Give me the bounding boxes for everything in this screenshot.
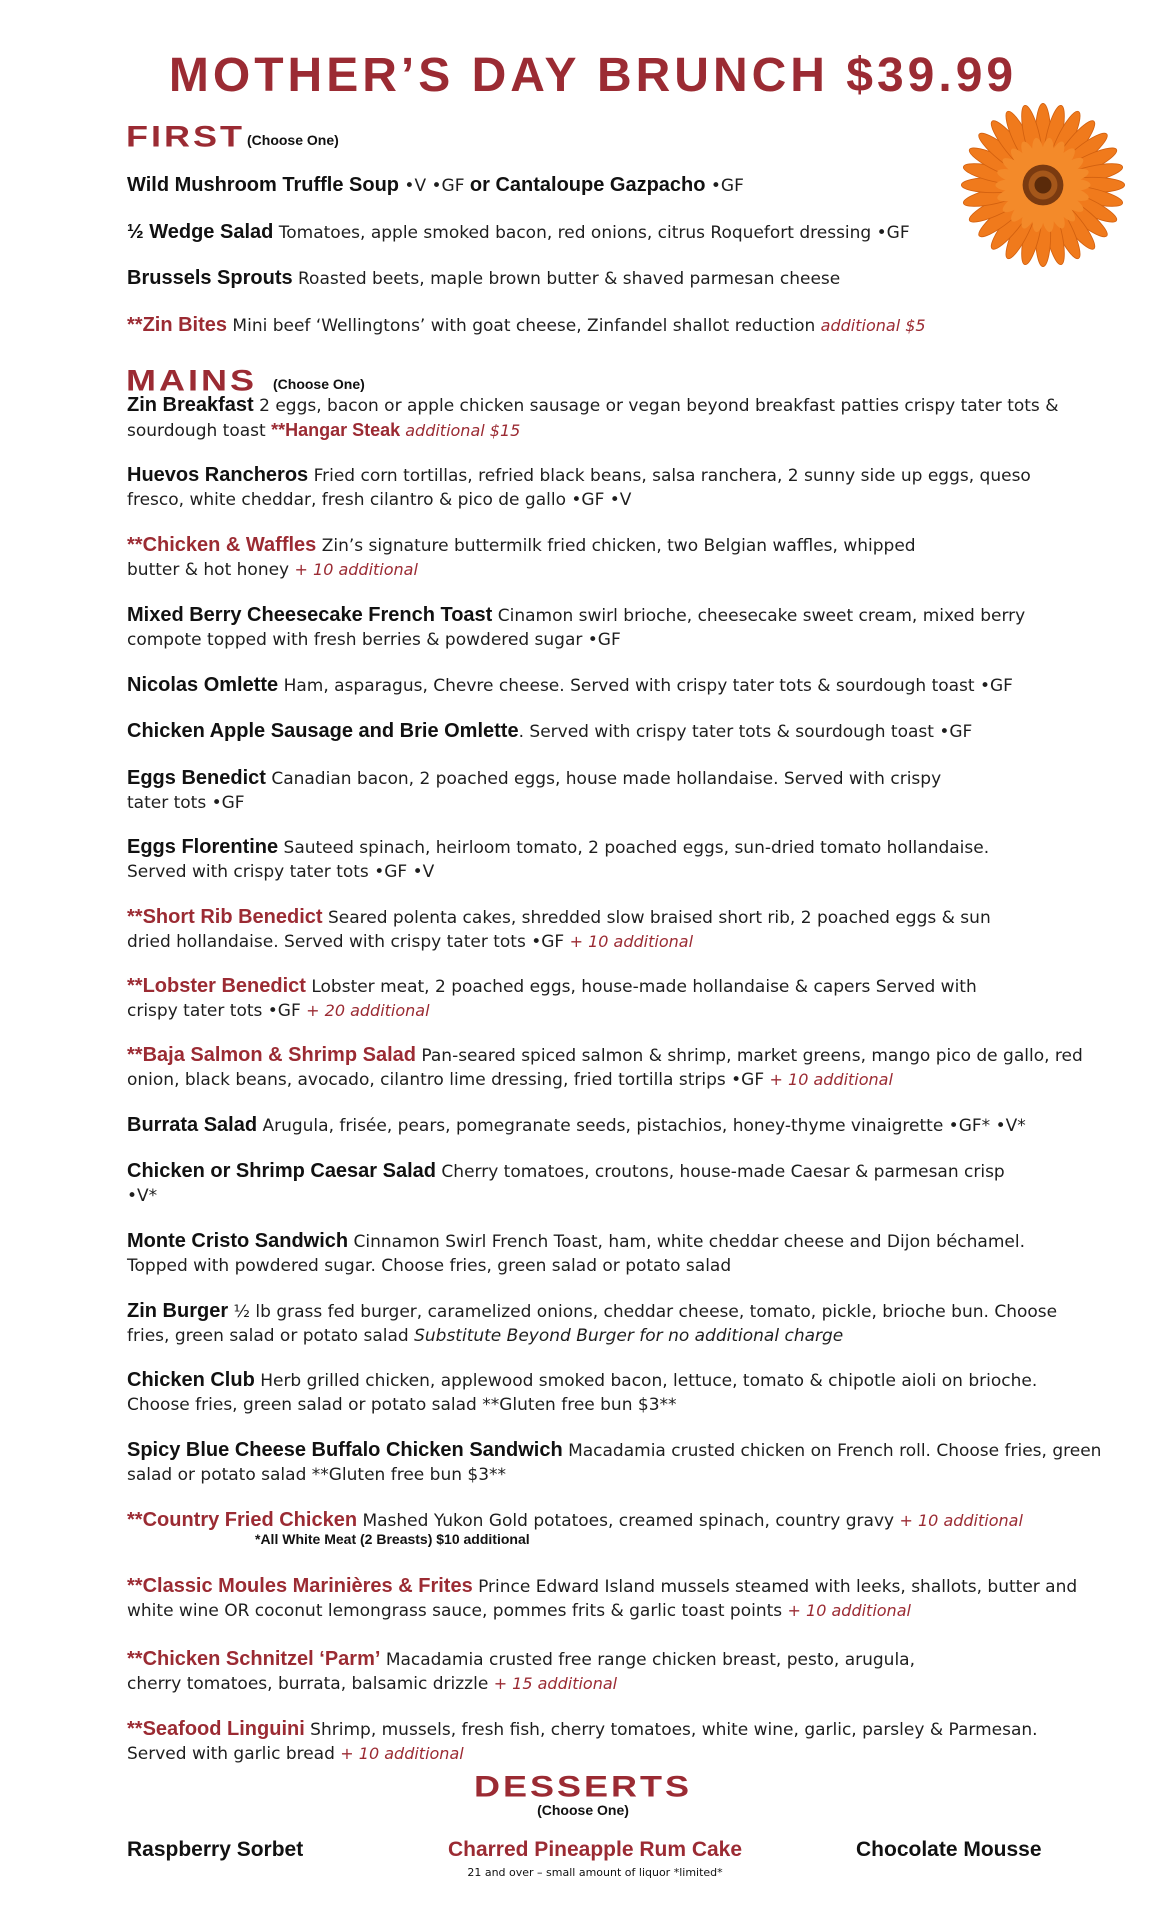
menu-item [127,766,977,815]
item-name: Chicken or Shrimp Caesar Salad [127,1160,437,1182]
item-desc: Lobster meat, 2 poached eggs, house-made hollandaise & capers Served with crispy tater tots •GF [127,977,977,1021]
item-desc: Ham, asparagus, Chevre cheese. Served with crispy tater tots & sourdough toast •GF [278,676,1013,696]
item-desc: Macadamia crusted chicken on French roll. Choose fries, green salad or potato salad **Gluten free bun $3** [127,1441,1102,1485]
menu-item [127,463,1087,512]
item-name: Wild Mushroom Truffle Soup [127,174,400,196]
item-desc: Cherry tomatoes, croutons, house-made Caesar & parmesan crisp •V* [127,1162,1005,1206]
item-upcharge: + 20 additional [306,1001,430,1020]
item-desc: Seared polenta cakes, shredded slow braised short rib, 2 poached eggs & sun dried hollandaise. Served with crispy tater tots •GF [127,908,991,952]
item-name: Mixed Berry Cheesecake French Toast [127,604,493,626]
dessert-sub-note: 21 and over – small amount of liquor *limited* [467,1866,723,1879]
dessert-item: Charred Pineapple Rum Cake [447,1838,743,1861]
desserts-section-title: DESSERTS [473,1769,693,1804]
item-desc: Macadamia crusted free range chicken breast, pesto, arugula, cherry tomatoes, burrata, balsamic drizzle [127,1650,915,1694]
item-name: **Seafood Linguini [127,1718,305,1740]
mains-section-header [126,356,365,398]
item-desc: Pan-seared spiced salmon & shrimp, market greens, mango pico de gallo, red onion, black beans, avocado, cilantro lime dressing, fried tortilla strips •GF [127,1046,1083,1090]
item-desc: Mini beef ‘Wellingtons’ with goat cheese, Zinfandel shallot reduction [227,316,821,336]
item-upcharge: + 10 additional [769,1070,893,1089]
item-upcharge: additional $5 [820,316,926,335]
menu-item [127,266,1087,291]
item-desc: ½ lb grass fed burger, caramelized onions, cheddar cheese, tomato, pickle, brioche bun. Choose fries, green salad or potato salad [127,1302,1058,1346]
item-desc: Sauteed spinach, heirloom tomato, 2 poached eggs, sun-dried tomato hollandaise. Served with crispy tater tots •GF •V [127,838,990,882]
menu-item [127,1043,1107,1092]
first-section-title: FIRST [126,119,245,154]
menu-item [127,974,1007,1023]
menu-item [127,1717,1087,1766]
item-desc: Shrimp, mussels, fresh fish, cherry tomatoes, white wine, garlic, parsley & Parmesan. Served with garlic bread [127,1720,1038,1764]
item-name: **Chicken Schnitzel ‘Parm’ [127,1648,381,1670]
item-desc: 2 eggs, bacon or apple chicken sausage or vegan beyond breakfast patties crispy tater tots & sourdough toast [127,396,1059,441]
item-desc: Arugula, frisée, pears, pomegranate seeds, pistachios, honey-thyme vinaigrette •GF* •V* [257,1116,1026,1136]
item-name: ½ Wedge Salad [127,221,274,243]
menu-item [127,173,1087,198]
item-name: Chicken Apple Sausage and Brie Omlette [127,720,519,742]
item-upcharge: + 10 additional [340,1744,464,1763]
item-name: **Zin Bites [127,314,228,336]
item-upcharge: + 10 additional [899,1511,1023,1530]
item-substitute-note: Substitute Beyond Burger for no additional charge [414,1326,844,1346]
item-desc: Herb grilled chicken, applewood smoked bacon, lettuce, tomato & chipotle aioli on brioche. Choose fries, green salad or potato salad **Gluten free bun $3** [127,1371,1038,1415]
item-name: Spicy Blue Cheese Buffalo Chicken Sandwich [127,1439,563,1461]
menu-item [127,1438,1117,1487]
menu-item [127,1299,1087,1348]
item-name: **Classic Moules Marinières & Frites [127,1575,473,1597]
item-name: **Short Rib Benedict [127,906,323,928]
item-name-alt: or Cantaloupe Gazpacho [469,174,706,196]
item-name: **Country Fried Chicken [127,1509,358,1531]
item-desc: Prince Edward Island mussels steamed with leeks, shallots, butter and white wine OR coconut lemongrass sauce, pommes frits & garlic toast points [127,1577,1078,1621]
item-name: **Chicken & Waffles [127,534,317,556]
item-name: Burrata Salad [127,1114,258,1136]
item-name: Brussels Sprouts [127,267,293,289]
menu-item [127,393,1087,443]
item-dietary: •V •GF [399,176,470,196]
item-name: Monte Cristo Sandwich [127,1230,349,1252]
item-name: **Baja Salmon & Shrimp Salad [127,1044,416,1066]
menu-title: MOTHER’S DAY BRUNCH $39.99 [168,49,1018,102]
item-name: Eggs Florentine [127,836,279,858]
dessert-item: Chocolate Mousse [856,1838,1042,1861]
item-upcharge: + 10 additional [787,1601,911,1620]
item-desc: Roasted beets, maple brown butter & shaved parmesan cheese [292,269,841,289]
item-desc: Zin’s signature buttermilk fried chicken, two Belgian waffles, whipped butter & hot honey [127,536,916,580]
item-name: Huevos Rancheros [127,464,309,486]
menu-item [127,1159,1007,1208]
item-name: Eggs Benedict [127,767,266,789]
menu-item [127,1113,1087,1138]
item-desc: . Served with crispy tater tots & sourdough toast •GF [518,722,973,742]
item-name: Zin Breakfast [127,394,254,416]
first-section-header [126,112,339,154]
item-desc: Tomatoes, apple smoked bacon, red onions, citrus Roquefort dressing •GF [273,223,910,243]
item-desc: Cinnamon Swirl French Toast, ham, white cheddar cheese and Dijon béchamel. Topped with powdered sugar. Choose fries, green salad or potato salad [127,1232,1025,1276]
menu-item [127,220,1087,245]
menu-item [127,719,1087,744]
item-dietary-alt: •GF [705,176,744,196]
menu-item [127,905,1027,954]
menu-item [127,1368,1087,1417]
item-desc: Cinamon swirl brioche, cheesecake sweet cream, mixed berry compote topped with fresh berries & powdered sugar •GF [127,606,1026,650]
mains-section-note: (Choose One) [273,376,365,392]
item-desc: Canadian bacon, 2 poached eggs, house made hollandaise. Served with crispy tater tots •GF [127,769,942,813]
menu-item [127,1574,1117,1623]
item-name: Chicken Club [127,1369,255,1391]
item-desc: Mashed Yukon Gold potatoes, creamed spinach, country gravy [357,1511,900,1531]
desserts-section-note: (Choose One) [537,1802,629,1818]
item-desc: Fried corn tortillas, refried black beans, salsa ranchera, 2 sunny side up eggs, queso fresco, white cheddar, fresh cilantro & pico de gallo •GF •V [127,466,1031,510]
menu-item [127,673,1087,698]
item-name: Zin Burger [127,1300,229,1322]
item-upcharge: + 10 additional [569,932,694,951]
item-upcharge: additional $15 [400,421,521,440]
first-section-note: (Choose One) [247,132,339,148]
menu-item [127,603,1027,652]
desserts-section-header [0,1762,1166,1804]
menu-item [127,313,1087,338]
menu-item [127,533,967,582]
item-upcharge: + 15 additional [493,1674,618,1693]
menu-item [127,1647,967,1696]
menu-item [127,835,1027,884]
item-upcharge: + 10 additional [294,560,418,579]
dessert-item: Raspberry Sorbet [127,1838,304,1861]
item-sub-note: *All White Meat (2 Breasts) $10 additional [255,1531,530,1547]
menu-item [127,1229,1087,1278]
mains-section-title: MAINS [126,363,257,398]
item-name: Nicolas Omlette [127,674,279,696]
item-name: **Lobster Benedict [127,975,306,997]
item-upgrade-name: **Hangar Steak [271,420,401,440]
menu-item [127,1508,1127,1533]
